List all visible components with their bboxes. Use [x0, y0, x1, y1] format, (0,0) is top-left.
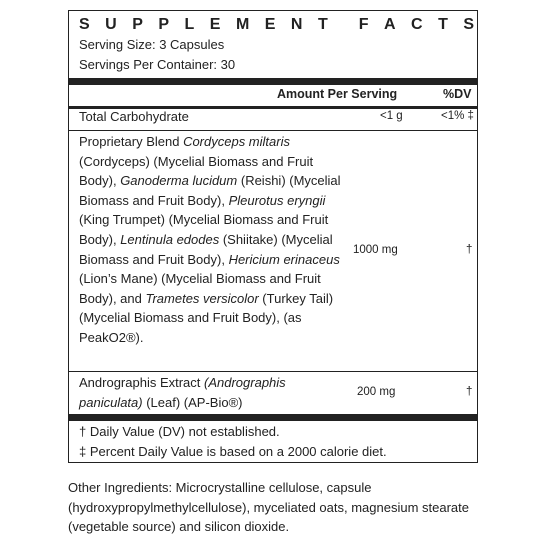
row-divider: [69, 130, 477, 131]
title-letter: S: [463, 16, 474, 33]
title-letter: P: [158, 16, 170, 33]
title-letter: C: [411, 16, 423, 33]
row-name: Proprietary Blend Cordyceps miltaris (Cordyceps) (Mycelial Biomass and Fruit Body), Ganoderma lucidum (Reishi) (Mycelial Biomass and Fruit Body), Pleurotus eryngii (King Trumpet) (Mycelial Biomass and Fruit Body), Lentinula edodes (Shiitake) (Mycelial Biomass and Fruit Body), Hericium erinaceus (Lion’s Mane) (Mycelial Biomass and Fruit Body), and Trametes versicolor (Turkey Tail) (Mycelial Biomass and Fruit Body), (as PeakO2®).: [79, 134, 341, 345]
row-divider: [69, 371, 477, 372]
supplement-facts-panel: [68, 10, 478, 463]
row-amount: <1 g: [380, 110, 403, 122]
row-dv: †: [466, 244, 473, 256]
serving-size: Serving Size: 3 Capsules: [79, 37, 225, 52]
title-letter: N: [290, 16, 303, 33]
title-letter: F: [358, 16, 369, 33]
row-name: Total Carbohydrate: [79, 109, 189, 124]
row-amount: 200 mg: [357, 386, 396, 398]
title-letter: P: [132, 16, 143, 33]
panel-title: [79, 16, 474, 34]
title-letter: T: [438, 16, 448, 33]
title-letter: A: [383, 16, 396, 33]
row-dv: †: [466, 386, 473, 398]
servings-per-container: Servings Per Container: 30: [79, 57, 236, 72]
title-letter: E: [264, 16, 276, 33]
other-ingredients: Other Ingredients: Microcrystalline cellulose, capsule (hydroxypropylmethylcellulose), myceliated oats, magnesium stearate (vegetable source) and silicon dioxide.: [68, 480, 470, 535]
title-letter: U: [105, 16, 117, 33]
thick-divider: [69, 414, 477, 421]
thick-divider: [69, 78, 477, 85]
title-letter: L: [184, 16, 195, 33]
dv-header: %DV: [443, 87, 472, 101]
title-letter: E: [209, 16, 221, 33]
row-amount: 1000 mg: [353, 244, 398, 256]
title-letter: M: [235, 16, 250, 33]
amount-header: Amount Per Serving: [277, 87, 398, 101]
footnote-dv: † Daily Value (DV) not established.: [79, 424, 280, 439]
row-dv: <1% ‡: [441, 110, 474, 122]
title-letter: T: [317, 16, 328, 33]
title-letter: S: [79, 16, 90, 33]
row-name: Andrographis Extract (Andrographis paniculata) (Leaf) (AP-Bio®): [79, 375, 286, 410]
footnote-percent: ‡ Percent Daily Value is based on a 2000 calorie diet.: [79, 444, 387, 459]
